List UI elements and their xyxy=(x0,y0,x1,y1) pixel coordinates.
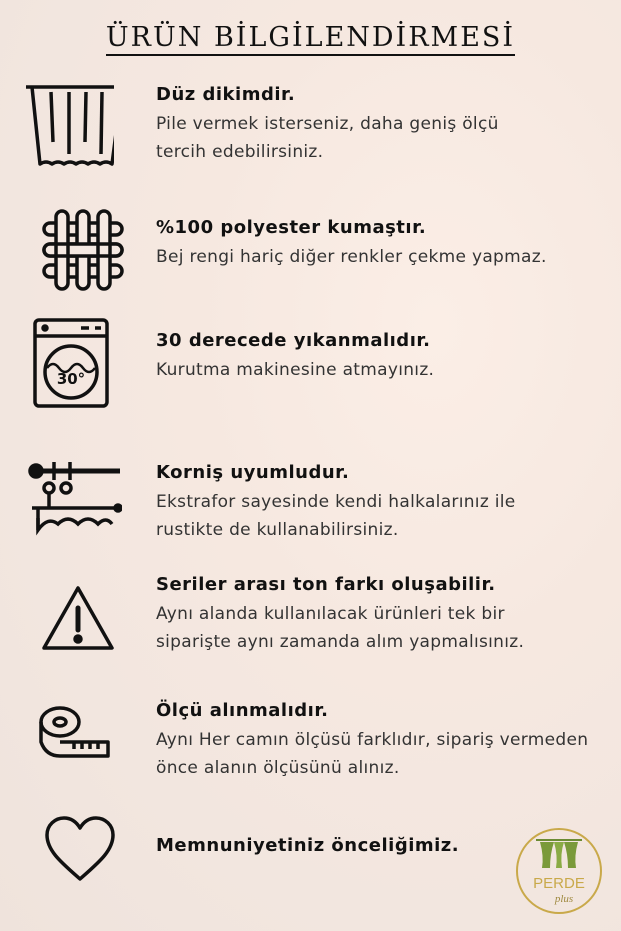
info-heading: Korniş uyumludur. xyxy=(156,462,350,483)
info-line: önce alanın ölçüsünü alınız. xyxy=(156,758,400,778)
info-line: Aynı alanda kullanılacak ürünleri tek bir xyxy=(156,604,505,624)
fabric-weave-icon xyxy=(40,207,126,293)
curtain-icon xyxy=(26,82,114,170)
info-line: Pile vermek isterseniz, daha geniş ölçü xyxy=(156,114,499,134)
info-heading: Düz dikimdir. xyxy=(156,84,296,105)
washing-machine-icon xyxy=(33,318,109,408)
page-title xyxy=(0,22,621,53)
warning-icon xyxy=(40,584,116,654)
info-heading: 30 derecede yıkanmalıdır. xyxy=(156,330,431,351)
info-line: siparişte aynı zamanda alım yapmalısınız. xyxy=(156,632,525,652)
info-line: Bej rengi hariç diğer renkler çekme yapmaz. xyxy=(156,247,547,267)
curtain-rod-icon xyxy=(28,458,122,538)
info-line: Ekstrafor sayesinde kendi halkalarınız ile xyxy=(156,492,516,512)
info-heading: %100 polyester kumaştır. xyxy=(156,217,427,238)
info-line: rustikte de kullanabilirsiniz. xyxy=(156,520,399,540)
svg-text:PERDE: PERDE xyxy=(533,875,585,892)
heart-icon xyxy=(44,815,116,883)
measuring-tape-icon xyxy=(38,704,110,760)
info-line: Kurutma makinesine atmayınız. xyxy=(156,360,435,380)
brand-logo xyxy=(514,826,604,916)
page-title-text: ÜRÜN BİLGİLENDİRMESİ xyxy=(106,22,515,56)
info-heading: Seriler arası ton farkı oluşabilir. xyxy=(156,574,496,595)
info-heading: Ölçü alınmalıdır. xyxy=(156,700,329,721)
info-line: tercih edebilirsiniz. xyxy=(156,142,324,162)
info-heading: Memnuniyetiniz önceliğimiz. xyxy=(156,835,460,856)
temperature-label: 30° xyxy=(56,370,86,388)
info-line: Aynı Her camın ölçüsü farklıdır, sipariş vermeden xyxy=(156,730,589,750)
svg-text:plus: plus xyxy=(554,893,574,905)
